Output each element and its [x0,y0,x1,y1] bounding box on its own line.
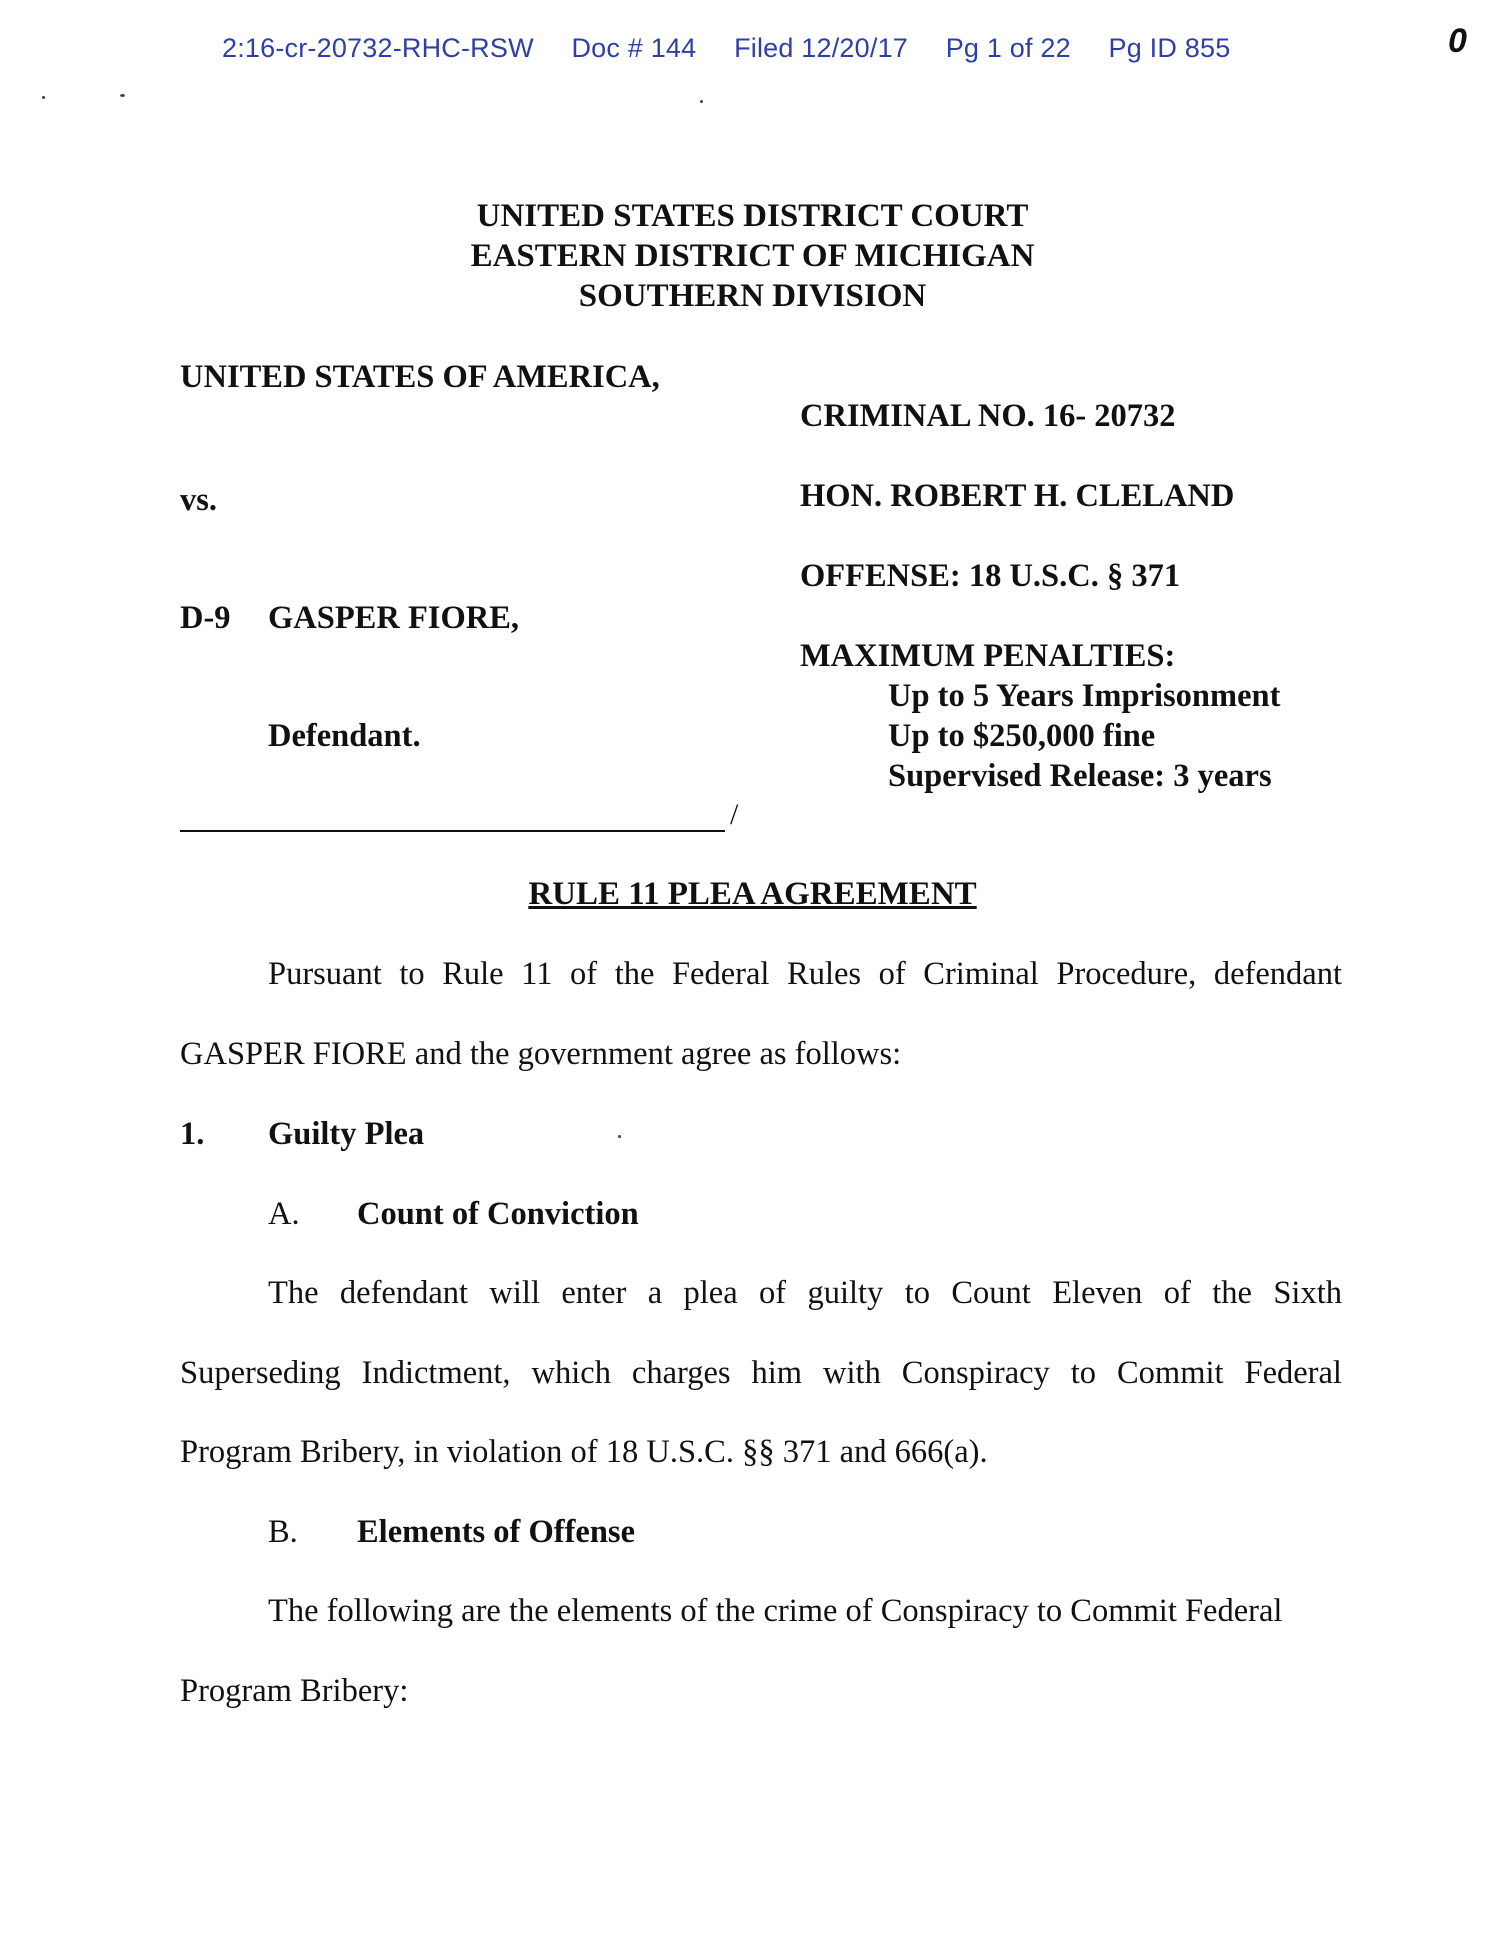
caption-slash: / [730,798,739,831]
word: The [268,1275,319,1311]
penalties-heading: MAXIMUM PENALTIES: [800,638,1176,674]
plaintiff-name: UNITED STATES OF AMERICA, [180,359,660,395]
scan-speck [700,100,703,103]
word: of [878,956,906,992]
subsection-a-letter: A. [268,1196,300,1232]
court-name: UNITED STATES DISTRICT COURT [476,198,1029,234]
word: Eleven [1052,1275,1143,1311]
penalty-imprisonment: Up to 5 Years Imprisonment [888,678,1281,714]
scan-speck [42,96,45,99]
court-district: EASTERN DISTRICT OF MICHIGAN [470,238,1035,274]
word: defendant [1213,956,1342,992]
word: Count [951,1275,1031,1311]
word: which [531,1355,611,1391]
word: will [489,1275,540,1311]
criminal-number: CRIMINAL NO. 16- 20732 [800,398,1176,434]
word: him [751,1355,803,1391]
subsection-b-heading: Elements of Offense [357,1514,635,1550]
ecf-header [222,33,1230,64]
corner-mark: 0 [1448,22,1467,60]
intro-line-2: GASPER FIORE and the government agree as follows: [180,1036,902,1072]
word: to [904,1275,930,1311]
word: charges [631,1355,731,1391]
court-division: SOUTHERN DIVISION [578,278,927,314]
scan-speck [618,1135,621,1138]
judge-name: HON. ROBERT H. CLELAND [800,478,1235,514]
word: the [614,956,655,992]
word: Indictment, [361,1355,511,1391]
doc-number: Doc # 144 [571,33,697,63]
scan-speck [120,94,125,97]
word: Procedure, [1056,956,1197,992]
word: Criminal [923,956,1039,992]
word: Superseding [180,1355,341,1391]
word: to [1070,1355,1097,1391]
word: Federal [1244,1355,1342,1391]
versus: vs. [180,482,218,518]
word: Rules [787,956,862,992]
page-id: Pg ID 855 [1108,33,1231,63]
word: Conspiracy [901,1355,1050,1391]
word: Commit [1117,1355,1224,1391]
subsection-b-letter: B. [268,1514,298,1550]
word: Rule [442,956,504,992]
subsection-a-heading: Count of Conviction [357,1196,639,1232]
word: with [823,1355,881,1391]
penalty-fine: Up to $250,000 fine [888,718,1156,754]
count-paragraph-line-3: Program Bribery, in violation of 18 U.S.C. §§ 371 and 666(a). [180,1434,988,1470]
word: Sixth [1273,1275,1342,1311]
word: of [1163,1275,1191,1311]
defendant-label: Defendant. [268,718,421,754]
word: defendant [339,1275,469,1311]
case-number: 2:16-cr-20732-RHC-RSW [222,33,534,63]
word: a [647,1275,663,1311]
word: 11 [521,956,553,992]
document-title: RULE 11 PLEA AGREEMENT [528,876,977,912]
elements-paragraph-line-2: Program Bribery: [180,1673,409,1709]
count-paragraph-line-1 [268,1275,1342,1312]
section-number: 1. [180,1116,205,1152]
penalty-supervised-release: Supervised Release: 3 years [888,758,1272,794]
elements-paragraph-line-1: The following are the elements of the crime of Conspiracy to Commit Federal [268,1593,1283,1629]
offense: OFFENSE: 18 U.S.C. § 371 [800,558,1181,594]
count-paragraph-line-2 [180,1355,1342,1392]
word: the [1212,1275,1252,1311]
word: plea [683,1275,738,1311]
section-heading: Guilty Plea [268,1116,425,1152]
intro-line-1 [268,956,1342,993]
word: enter [561,1275,627,1311]
defendant-name: GASPER FIORE, [268,600,520,636]
word: to [399,956,425,992]
word: Federal [671,956,770,992]
page-count: Pg 1 of 22 [945,33,1071,63]
caption-rule [180,830,725,832]
word: Pursuant [268,956,382,992]
word: guilty [807,1275,884,1311]
word: of [570,956,598,992]
word: of [759,1275,787,1311]
filed-date: Filed 12/20/17 [734,33,909,63]
defendant-id: D-9 [180,600,231,636]
